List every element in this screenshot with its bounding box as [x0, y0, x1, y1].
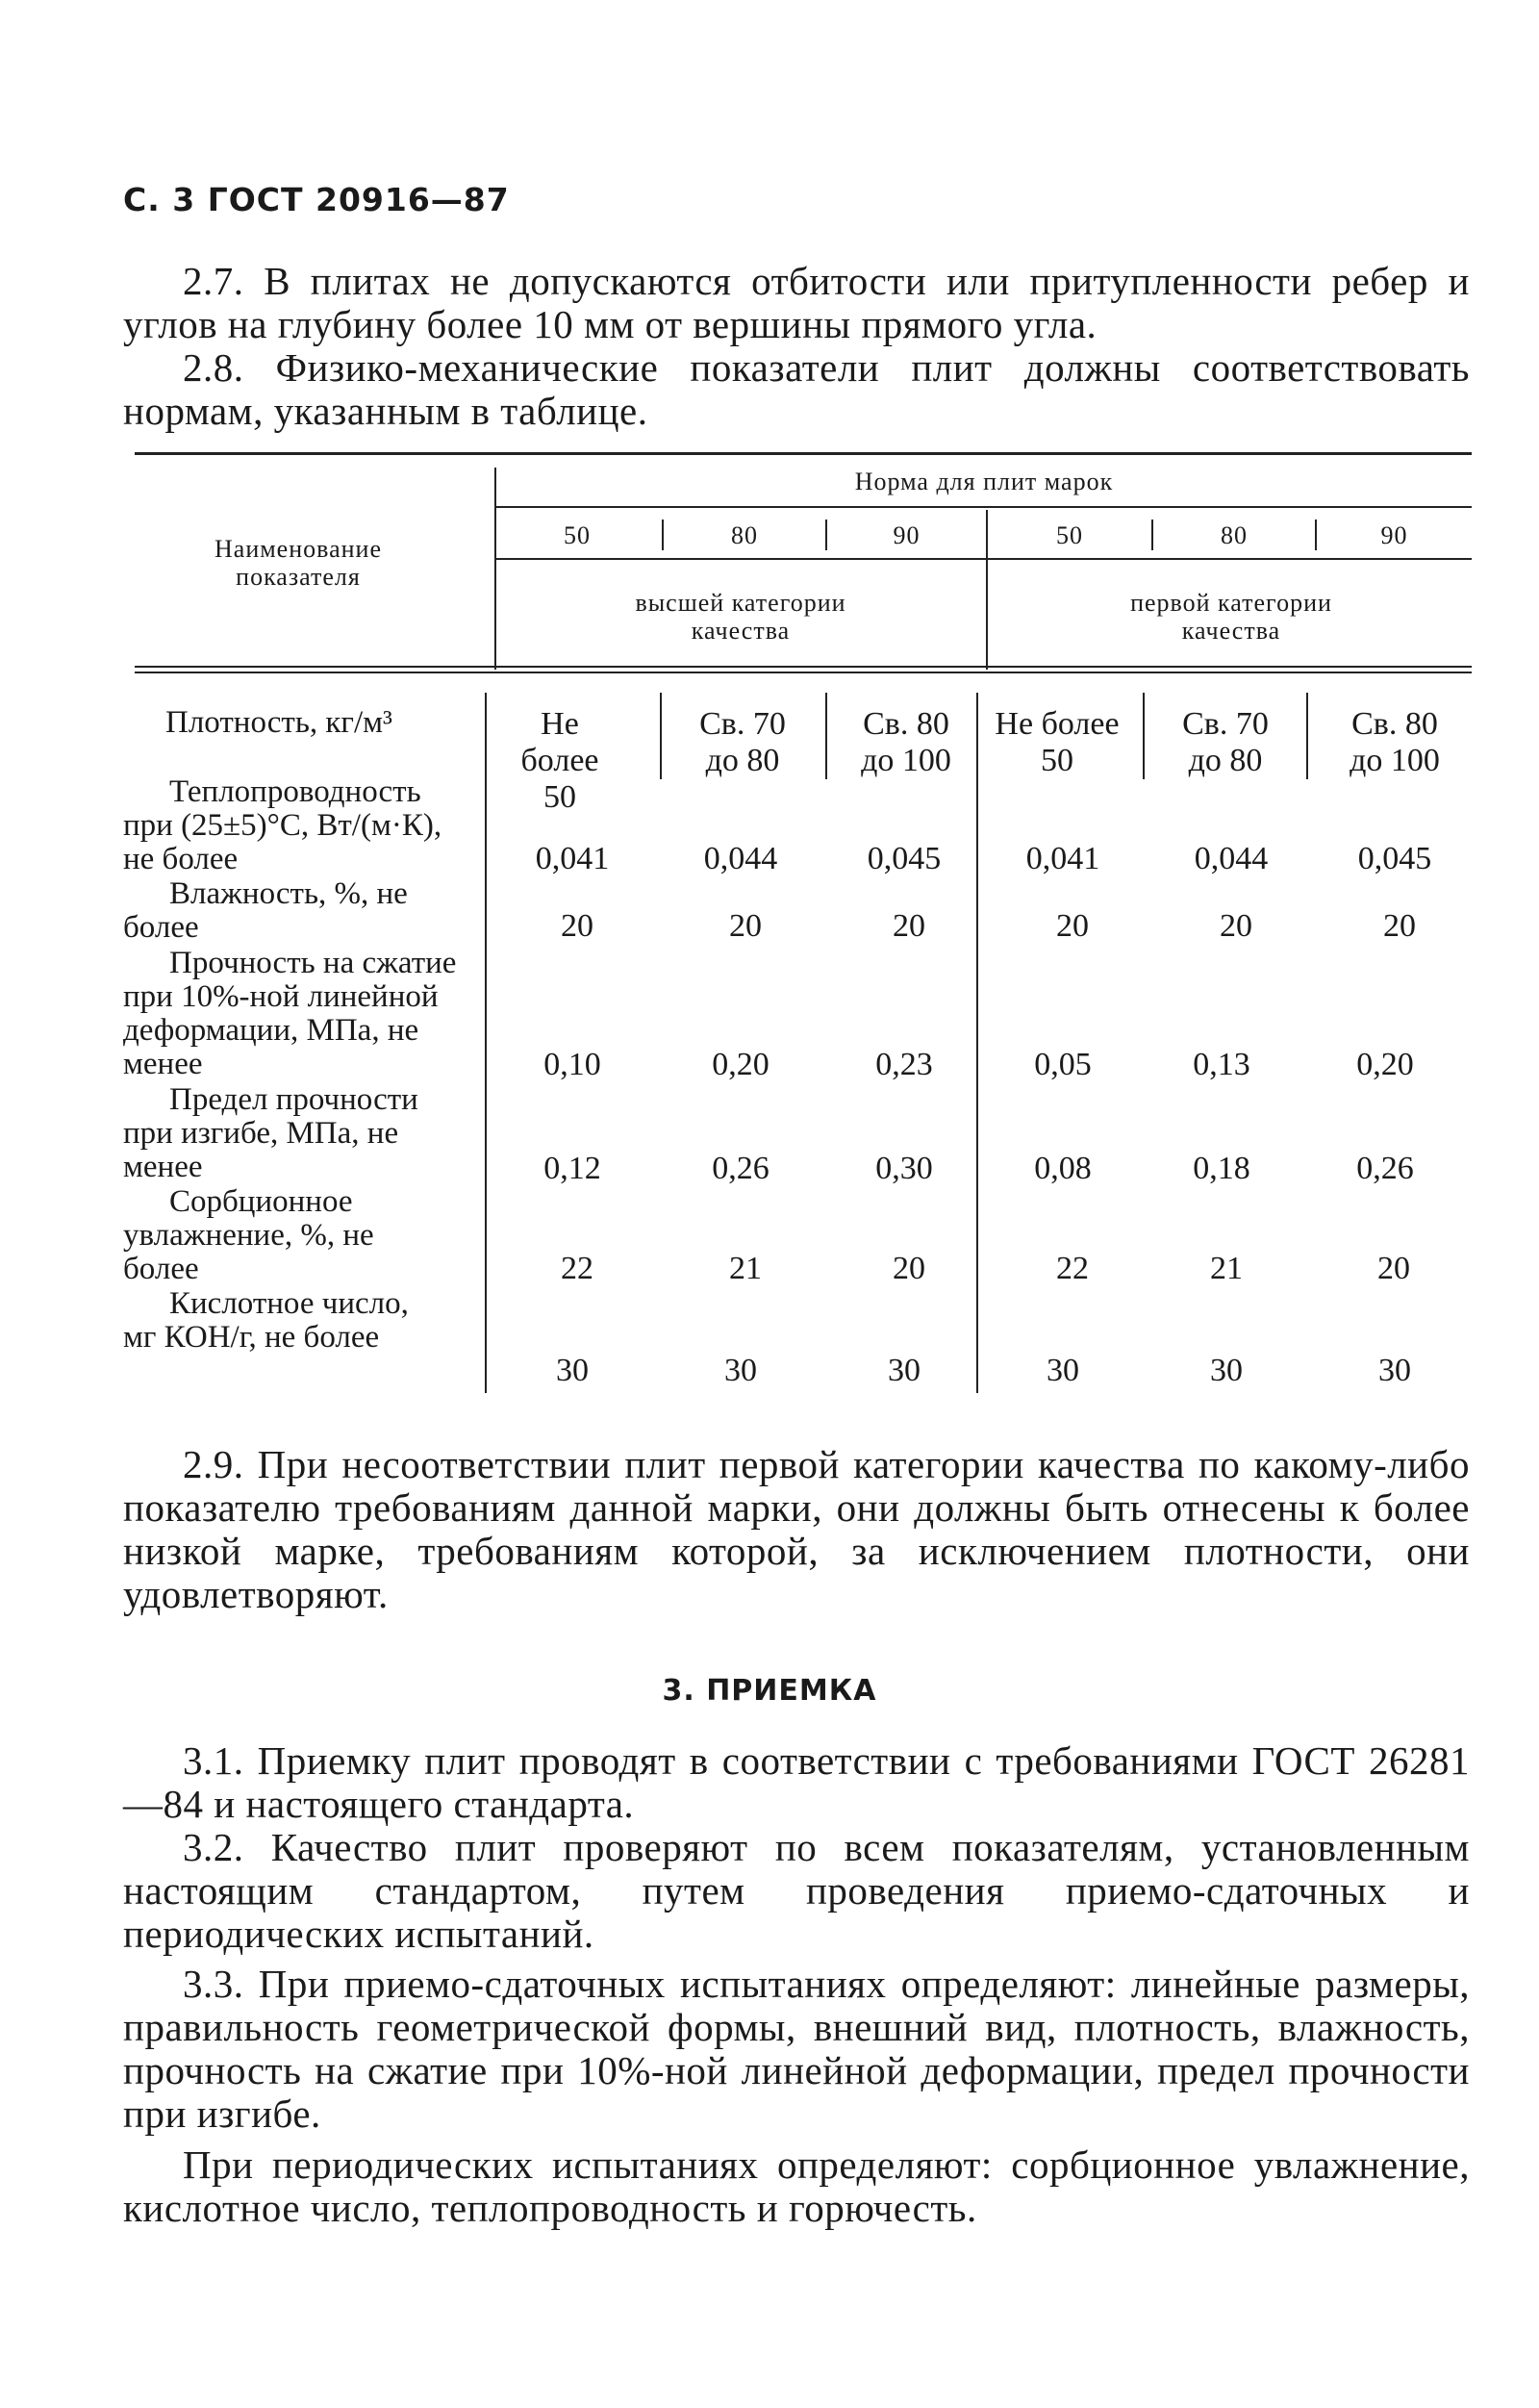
table-cell: 30	[1047, 1353, 1079, 1388]
table-cell: 20	[1220, 908, 1252, 944]
grade-header: 90	[893, 521, 921, 549]
table-cell: 21	[729, 1251, 762, 1286]
table-cell: 0,26	[1356, 1151, 1414, 1186]
table-cell: 0,045	[1357, 841, 1432, 876]
table-cell: 0,05	[1034, 1047, 1092, 1082]
table-cell: 0,045	[867, 841, 942, 876]
table-cell: 30	[888, 1353, 921, 1388]
table-cell: 30	[1378, 1353, 1411, 1388]
table-cell: 30	[556, 1353, 589, 1388]
row-label-moisture: Влажность, %, не более	[123, 876, 408, 945]
grade-header: 80	[1221, 521, 1248, 549]
row-label-conductivity: Теплопроводность при (25±5)°С, Вт/(м·К), не более	[123, 774, 442, 876]
table-cell: Св. 80 до 100	[861, 706, 951, 778]
table-cell: 0,20	[712, 1047, 770, 1082]
table-cell: 21	[1210, 1251, 1243, 1286]
category-header-highest: высшей категории качества	[635, 589, 846, 645]
row-label-density: Плотность, кг/м³	[165, 705, 392, 740]
table-cell: 0,044	[1194, 841, 1269, 876]
table-cell: 0,10	[543, 1047, 601, 1082]
grade-header: 50	[564, 521, 591, 549]
category-header-first: первой категории качества	[1130, 589, 1332, 645]
table-cell: 20	[729, 908, 762, 944]
table-cell: 0,18	[1193, 1151, 1250, 1186]
paragraph-3-3: 3.3. При приемо-сдаточных испытаниях определяют: линейные размеры, правильность геометрической формы, внешний вид, плотность, влажность, прочность на сжатие при 10%-ной линейной деформации, предел прочности при изгибе.	[123, 1962, 1470, 2136]
paragraph-2-7: 2.7. В плитах не допускаются отбитости или притупленности ребер и углов на глубину более 10 мм от вершины прямого угла.	[123, 259, 1470, 346]
table-cell: 0,23	[875, 1047, 933, 1082]
table-cell: 0,13	[1193, 1047, 1250, 1082]
table-cell: Не более 50	[520, 706, 599, 815]
grade-header: 50	[1056, 521, 1083, 549]
row-label-sorption: Сорбционное увлажнение, %, не более	[123, 1184, 374, 1286]
table-cell: 0,041	[535, 841, 610, 876]
table-cell: 22	[1056, 1251, 1089, 1286]
table-cell: 0,20	[1356, 1047, 1414, 1082]
table-cell: 20	[1377, 1251, 1410, 1286]
table-cell: 20	[1383, 908, 1416, 944]
paragraph-3-1: 3.1. Приемку плит проводят в соответствии с требованиями ГОСТ 26281—84 и настоящего стандарта.	[123, 1738, 1470, 1826]
row-label-bending: Предел прочности при изгибе, МПа, не менее	[123, 1082, 418, 1184]
table-cell: Св. 80 до 100	[1350, 706, 1440, 778]
table-cell: 0,044	[703, 841, 778, 876]
row-label-acid: Кислотное число, мг КОН/г, не более	[123, 1286, 409, 1355]
table-cell: 30	[1210, 1353, 1243, 1388]
section-title: 3. ПРИЕМКА	[662, 1674, 877, 1708]
table-cell: 30	[724, 1353, 757, 1388]
table-cell: 20	[893, 908, 925, 944]
table-cell: 0,08	[1034, 1151, 1092, 1186]
group-header: Норма для плит марок	[854, 468, 1114, 495]
table-cell: 20	[561, 908, 593, 944]
table-cell: 0,12	[543, 1151, 601, 1186]
table-cell: 20	[893, 1251, 925, 1286]
table-cell: Св. 70 до 80	[1182, 706, 1269, 778]
column-header-indicator: Наименование показателя	[214, 535, 382, 591]
paragraph-periodic: При периодических испытаниях определяют: сорбционное увлажнение, кислотное число, теплопроводность и горючесть.	[123, 2142, 1470, 2230]
table-cell: Св. 70 до 80	[699, 706, 786, 778]
table-cell: 20	[1056, 908, 1089, 944]
paragraph-3-2: 3.2. Качество плит проверяют по всем показателям, установленным настоящим стандартом, путем проведения приемо-сдаточных и периодических испытаний.	[123, 1825, 1470, 1956]
row-label-compression: Прочность на сжатие при 10%-ной линейной деформации, МПа, не менее	[123, 946, 457, 1081]
paragraph-2-9: 2.9. При несоответствии плит первой категории качества по какому-либо показателю требованиям данной марки, они должны быть отнесены к более низкой марке, требованиям которой, за исключением плотности, они удовлетворяют.	[123, 1442, 1470, 1616]
grade-header: 80	[731, 521, 758, 549]
page-header: С. 3 ГОСТ 20916—87	[123, 181, 510, 218]
table-cell: 0,041	[1025, 841, 1100, 876]
table-cell: Не более 50	[995, 706, 1120, 778]
grade-header: 90	[1380, 521, 1408, 549]
table-cell: 0,30	[875, 1151, 933, 1186]
table-cell: 22	[561, 1251, 593, 1286]
table-cell: 0,26	[712, 1151, 770, 1186]
paragraph-2-8: 2.8. Физико-механические показатели плит должны соответствовать нормам, указанным в таблице.	[123, 345, 1470, 433]
